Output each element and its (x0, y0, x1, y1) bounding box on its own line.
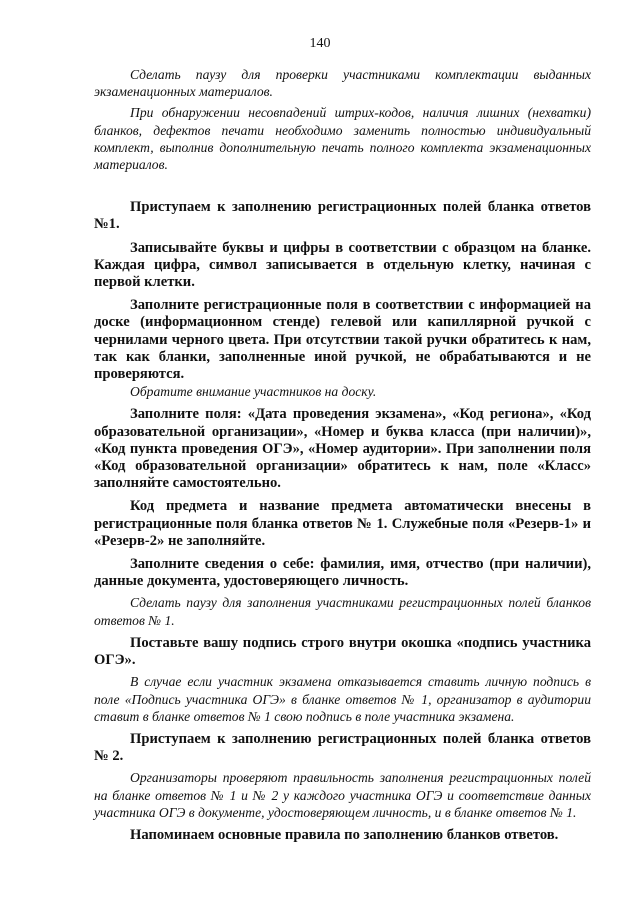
paragraph-refuse-signature: В случае если участник экзамена отказывается ставить личную подпись в поле «Подпись участника ОГЭ» в бланке ответов № 1, организатор в аудитории ставит в бланке ответов № 1 свою подпись в поле участника экзамена. (94, 674, 591, 724)
paragraph-subject-code: Код предмета и название предмета автоматически внесены в регистрационные поля бланка ответов № 1. Служебные поля «Резерв-1» и «Резерв-2» не заполняйте. (94, 498, 591, 549)
page-number: 140 (309, 36, 331, 51)
paragraph-pause-check: Сделать паузу для проверки участниками комплектации выданных экзаменационных материалов. (94, 67, 591, 100)
paragraph-mismatch-instructions: При обнаружении несовпадений штрих-кодов, наличия лишних (нехватки) бланков, дефектов печати необходимо заменить полностью индивидуальный комплект, выполнив дополнительную печать полного комплекта экзаменационных материалов. (94, 105, 591, 173)
paragraph-organizers-check: Организаторы проверяют правильность заполнения регистрационных полей на бланке ответов № 1 и № 2 у каждого участника ОГЭ и соответствие данных участника ОГЭ в документе, удостоверяющем личность, и в бланке ответов № 1. (94, 770, 591, 820)
paragraph-personal-info: Заполните сведения о себе: фамилия, имя, отчество (при наличии), данные документа, удостоверяющего личность. (94, 556, 591, 590)
paragraph-signature: Поставьте вашу подпись строго внутри окошка «подпись участника ОГЭ». (94, 634, 591, 669)
paragraph-start-form1: Приступаем к заполнению регистрационных полей бланка ответов №1. (94, 199, 591, 233)
paragraph-fields-list: Заполните поля: «Дата проведения экзамена», «Код региона», «Код образовательной организации», «Номер и буква класса (при наличии)», «Код пункта проведения ОГЭ», «Номер аудитории». При заполнении поля «Код образовательной организации» обратитесь к нам, поле «Класс» заполняйте самостоятельно. (94, 406, 591, 492)
paragraph-pause-registration: Сделать паузу для заполнения участниками регистрационных полей бланков ответов № 1. (94, 595, 591, 628)
paragraph-write-letters: Записывайте буквы и цифры в соответствии с образцом на бланке. Каждая цифра, символ записывается в отдельную клетку, начиная с первой клетки. (94, 239, 591, 291)
document-body (94, 66, 591, 844)
paragraph-start-form2: Приступаем к заполнению регистрационных полей бланка ответов № 2. (94, 730, 591, 765)
paragraph-reminder-rules: Напоминаем основные правила по заполнению бланков ответов. (130, 826, 559, 843)
paragraph-fill-fields: Заполните регистрационные поля в соответствии с информацией на доске (информационном стенде) гелевой или капиллярной ручкой с чернилами черного цвета. При отсутствии такой ручки обратитесь к нам, так как бланки, заполненные иной ручкой, не обрабатываются и не проверяются. (94, 297, 591, 383)
paragraph-attention-board: Обратите внимание участников на доску. (130, 384, 377, 400)
